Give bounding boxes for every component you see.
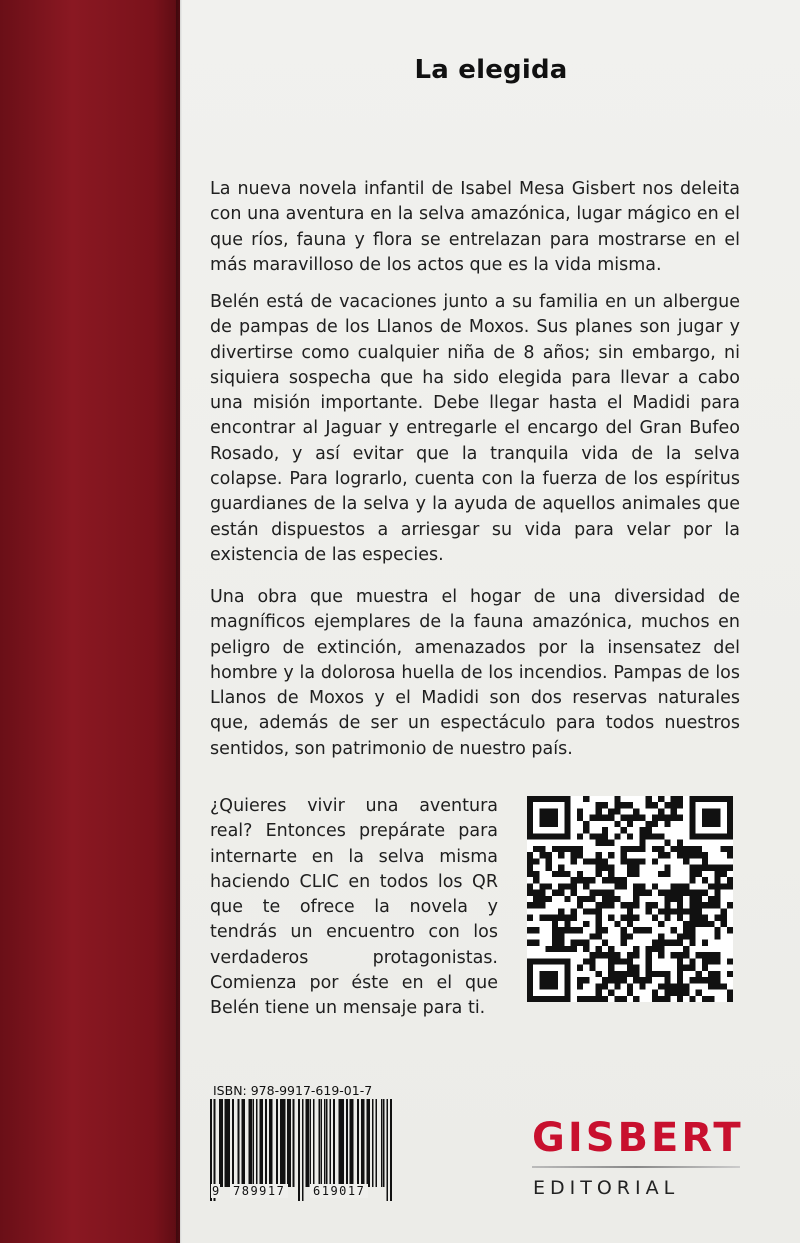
qr-code[interactable] (527, 796, 733, 1002)
barcode-digit-lead: 9 (212, 1184, 220, 1198)
barcode-digits-left: 789917 (230, 1184, 288, 1198)
barcode-digits-right: 619017 (310, 1184, 368, 1198)
isbn-label: ISBN: 978-9917-619-01-7 (213, 1083, 373, 1098)
book-title: La elegida (414, 55, 568, 85)
book-spine (0, 0, 180, 1243)
synopsis-paragraph-1: La nueva novela infantil de Isabel Mesa Gisbert nos deleita con una aventura en la selva amazónica, lugar mágico en el que ríos, fauna y flora se entrelazan para mostrarse en el más maravilloso de los actos que es la vida misma. (210, 179, 740, 275)
synopsis-paragraph-3: Una obra que muestra el hogar de una diversidad de magníficos ejemplares de la fauna amazónica, muchos en peligro de extinción, amenazados por la insensatez del hombre y la dolorosa huella de los incendios. Pampas de los Llanos de Moxos y el Madidi son dos reservas naturales que, además de ser un espectáculo para todos nuestros sentidos, son patrimonio de nuestro país. (210, 587, 740, 759)
publisher-subtitle: EDITORIAL (533, 1177, 680, 1199)
barcode-digits (210, 1184, 392, 1202)
synopsis-paragraph-2: Belén está de vacaciones junto a su familia en un albergue de pampas de los Llanos de Moxos. Sus planes son jugar y divertirse como cualquier niña de 8 años; sin embargo, ni siquiera sospecha que ha sido elegida para llevar a cabo una misión importante. Debe llegar hasta el Madidi para encontrar al Jaguar y entregarle el encargo del Gran Bufeo Rosado, y así evitar que la tranquila vida de la selva colapse. Para lograrlo, cuenta con la fuerza de los espíritus guardianes de la selva y la ayuda de aquellos animales que están dispuestos a arriesgar su vida para velar por la existencia de las especies. (210, 292, 740, 565)
qr-invitation-paragraph: ¿Quieres vivir una aventura real? Entonces prepárate para internarte en la selva misma haciendo CLIC en todos los QR que te ofrece la novela y tendrás un encuentro con los verdaderos protagonistas. Comienza por éste en el que Belén tiene un mensaje para ti. (210, 796, 498, 1019)
publisher-logo: GISBERT (532, 1115, 744, 1161)
logo-divider (532, 1166, 740, 1168)
